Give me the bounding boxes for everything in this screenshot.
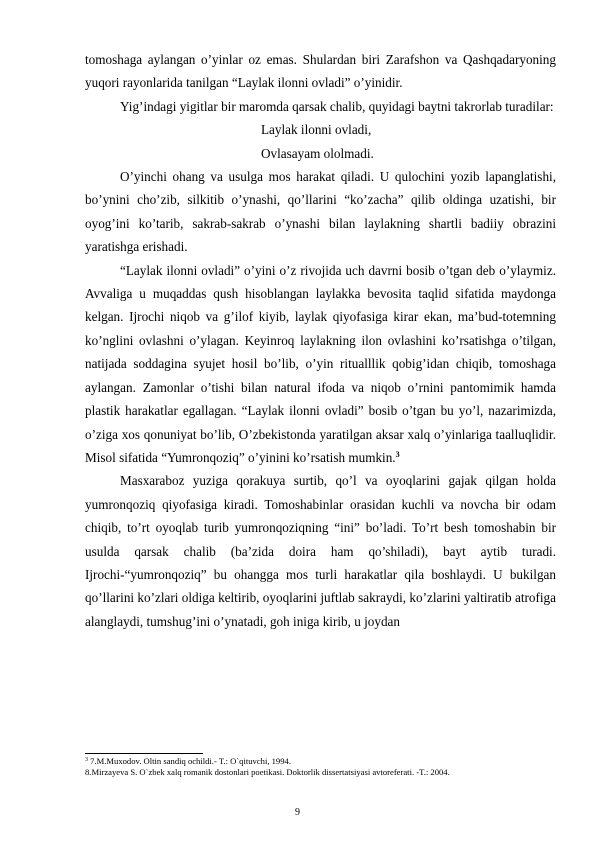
footnote-reference: 3 — [395, 449, 400, 459]
footnote-1-mark: 3 — [85, 757, 88, 763]
footnote-2: 8.Mirzayeva S. O`zbek xalq romanik dostonlari poetikasi. Doktorlik dissertatsiyasi avtoreferati. -T.: 2004. — [85, 766, 450, 777]
paragraph-5: Masxaraboz yuziga qorakuya surtib, qo’l va oyoqlarini gajak qilgan holda yumronqoziq qiyofasiga kiradi. Tomoshabinlar orasidan kuchli va novcha bir odam chiqib, to’rt oyoqlab turib yumronqoziqning “ini” bo’ladi. To’rt besh tomoshabin bir usulda qarsak chalib (ba’zida doira ham qo’shiladi), bayt aytib turadi. Ijrochi-“yumronqoziq” bu ohangga mos turli harakatlar qila boshlaydi. U bukilgan qo’llarini ko’zlari oldiga keltirib, oyoqlarini juftlab sakraydi, ko’zlarini yaltiratib atrofiga alanglaydi, tumshug’ini o’ynatadi, goh iniga kirib, u joydan — [85, 473, 556, 629]
paragraph-2: Yig’indagi yigitlar bir maromda qarsak chalib, quyidagi baytni takrorlab turadilar: — [120, 98, 554, 114]
paragraph-3: O’yinchi ohang va usulga mos harakat qiladi. U qulochini yozib lapanglatishi, bo’ynini cho’zib, silkitib o’ynashi, qo’llarini “ko’zacha” qilib oldinga uzatishi, bir oyog’ini ko’tarib, sakrab-sakrab o’ynashi bilan laylakning shartli badiiy obrazini yaratishga erishadi. — [85, 169, 556, 255]
paragraph-4 — [85, 259, 556, 470]
page-body — [85, 48, 556, 633]
footnote-1 — [85, 756, 556, 767]
footnote-separator — [85, 753, 203, 754]
verse-line-2: Ovlasayam ololmadi. — [261, 145, 374, 161]
paragraph-4-text: “Laylak ilonni ovladi” o’yini o’z rivojida uch davrni bosib o’tgan deb o’ylaymiz. Avvaliga u muqaddas qush hisoblangan laylakka bevosita taqlid sifatida maydonga kelgan. Ijrochi niqob va g’ilof kiyib, laylak qiyofasiga kirar ekan, ma’bud-totemning ko’nglini ovlashni o’ylagan. Keyinroq laylakning ilon ovlashini ko’rsatishga o’tilgan, natijada soddagina syujet hosil bo’lib, o’yin ritualllik qobig’idan chiqib, tomoshaga aylangan. Zamonlar o’tishi bilan natural ifoda va niqob o’rnini pantomimik hamda plastik harakatlar egallagan. “Laylak ilonni ovladi” bosib o’tgan bu yo’l, nazarimizda, o’ziga xos qonuniyat bo’lib, O’zbekistonda yaratilgan aksar xalq o’yinlariga taalluqlidir. Misol sifatida “Yumronqoziq” o’yinini ko’rsatish mumkin. — [85, 262, 556, 465]
verse-line-1: Laylak ilonni ovladi, — [261, 122, 372, 138]
paragraph-1: tomoshaga aylangan o’yinlar oz emas. Shulardan biri Zarafshon va Qashqadaryoning yuqori rayonlarida tanilgan “Laylak ilonni ovladi” o’yinidir. — [85, 52, 556, 91]
footnotes — [85, 756, 556, 777]
page-number: 9 — [295, 807, 300, 818]
footnote-1-text: 7.M.Muxodov. Oltin sandiq ochildi.- T.: O`qituvchi, 1994. — [88, 756, 291, 766]
